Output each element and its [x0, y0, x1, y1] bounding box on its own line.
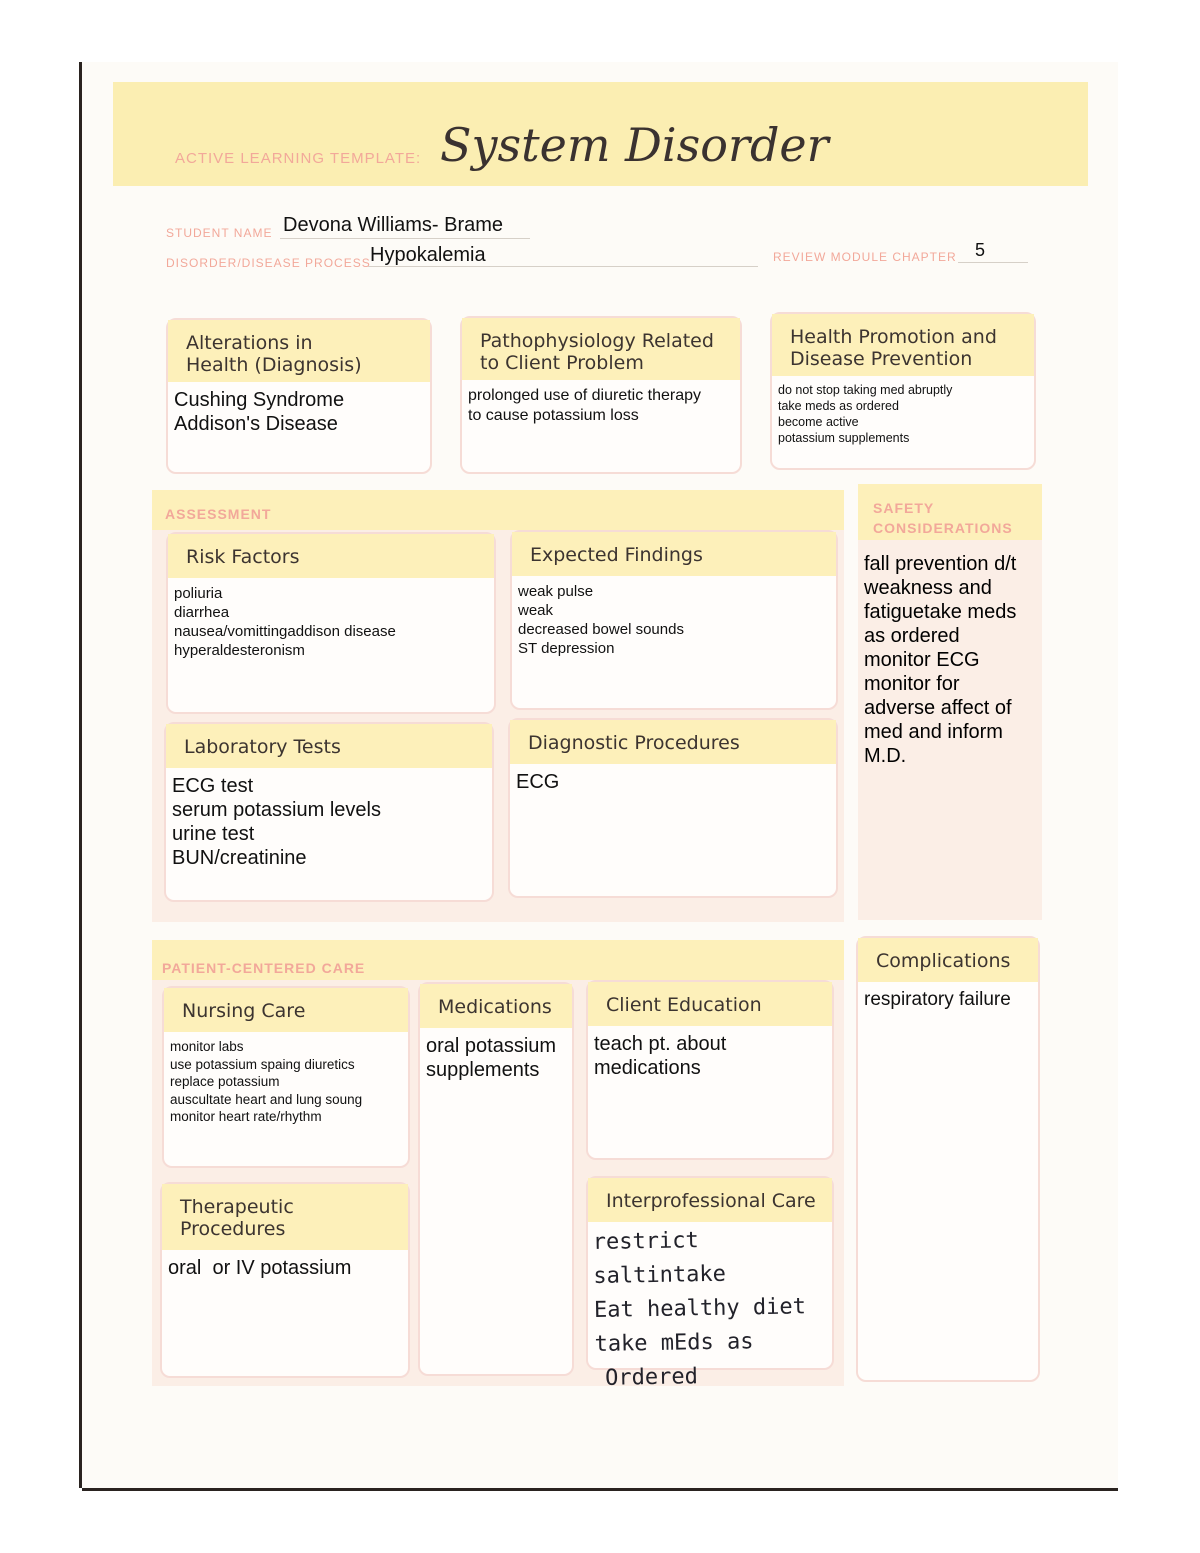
disorder-label: DISORDER/DISEASE PROCESS: [166, 256, 371, 270]
alterations-line: Addison's Disease: [174, 413, 338, 435]
health-promotion-line: do not stop taking med abruptly: [778, 383, 953, 397]
lab-tests-line: BUN/creatinine: [172, 847, 307, 869]
health-promotion-content: [772, 376, 1034, 450]
lab-tests-content: [166, 768, 492, 874]
lab-tests-line: urine test: [172, 823, 255, 845]
nursing-care-line: replace potassium: [170, 1074, 280, 1089]
pathophysiology-title-line: to Client Problem: [480, 352, 644, 374]
safety-line: M.D.: [864, 745, 907, 767]
therapeutic-procedures-card: [160, 1182, 410, 1378]
client-education-line: medications: [594, 1057, 701, 1079]
nursing-care-content: [164, 1032, 408, 1130]
diagnostic-procedures-card: [508, 718, 838, 898]
interprofessional-care-line: Ordered: [604, 1364, 699, 1391]
disorder-underline: [368, 266, 758, 267]
pathophysiology-title-line: Pathophysiology Related: [480, 330, 714, 352]
health-promotion-line: become active: [778, 415, 859, 429]
alterations-title-line: Alterations in: [186, 332, 313, 354]
nursing-care-title: Nursing Care: [164, 988, 408, 1032]
diagnostic-procedures-content: [510, 764, 836, 798]
health-promotion-line: take meds as ordered: [778, 399, 899, 413]
therapeutic-procedures-title: Therapeutic Procedures: [162, 1184, 408, 1250]
alterations-title: [168, 320, 430, 382]
client-education-card: [586, 980, 834, 1160]
diagnostic-procedures-title: Diagnostic Procedures: [510, 720, 836, 764]
lab-tests-line: ECG test: [172, 775, 254, 797]
safety-line: fatiguetake meds: [864, 601, 1017, 623]
expected-findings-title: Expected Findings: [512, 532, 836, 576]
nursing-care-card: [162, 986, 410, 1168]
risk-factors-line: nausea/vomittingaddison disease: [174, 623, 396, 640]
risk-factors-line: poliuria: [174, 585, 223, 602]
expected-findings-line: ST depression: [518, 640, 615, 657]
risk-factors-line: diarrhea: [174, 604, 230, 621]
expected-findings-line: weak: [518, 602, 554, 619]
assessment-label: ASSESSMENT: [165, 506, 272, 522]
expected-findings-card: [510, 530, 838, 710]
safety-line: adverse affect of: [864, 697, 1012, 719]
lab-tests-card: [164, 722, 494, 902]
safety-label-line: CONSIDERATIONS: [873, 520, 1013, 536]
nursing-care-line: use potassium spaing diuretics: [170, 1056, 355, 1072]
complications-card: [856, 936, 1040, 1382]
lab-tests-title: Laboratory Tests: [166, 724, 492, 768]
medications-line: oral potassium: [426, 1035, 557, 1057]
health-promotion-line: potassium supplements: [778, 431, 910, 445]
student-name-field[interactable]: Devona Williams- Brame: [283, 214, 504, 236]
safety-line: fall prevention d/t: [864, 553, 1017, 575]
template-label: ACTIVE LEARNING TEMPLATE:: [175, 150, 422, 167]
client-education-content: [588, 1026, 832, 1084]
chapter-label: REVIEW MODULE CHAPTER: [773, 250, 957, 264]
diagnostic-procedures-line: ECG: [516, 771, 560, 793]
health-promotion-card: [770, 312, 1036, 470]
client-education-title: Client Education: [588, 982, 832, 1026]
complications-content: [858, 982, 1038, 1016]
interprofessional-care-line: take mEds as: [594, 1329, 754, 1358]
disorder-field[interactable]: Hypokalemia: [370, 244, 486, 266]
page-title: System Disorder: [440, 118, 829, 172]
interprofessional-care-card: [586, 1176, 834, 1391]
lab-tests-line: serum potassium levels: [172, 799, 381, 821]
medications-card: [418, 982, 574, 1376]
medications-title: Medications: [420, 984, 572, 1028]
safety-content: [864, 552, 1016, 768]
nursing-care-line: monitor labs: [170, 1039, 244, 1054]
interprofessional-care-line: restrict saltintake: [592, 1228, 727, 1290]
nursing-care-line: monitor heart rate/rhythm: [170, 1109, 322, 1124]
expected-findings-line: decreased bowel sounds: [518, 621, 684, 638]
pathophysiology-title: [462, 318, 740, 380]
chapter-underline: [958, 262, 1028, 263]
medications-content: [420, 1028, 572, 1086]
expected-findings-line: weak pulse: [518, 583, 594, 600]
expected-findings-content: [512, 576, 836, 662]
safety-label: [873, 498, 1013, 538]
risk-factors-content: [168, 578, 494, 664]
safety-line: monitor for: [864, 673, 960, 695]
pathophysiology-content: [462, 380, 740, 430]
pathophysiology-line: to cause potassium loss: [468, 407, 639, 424]
safety-line: weakness and: [864, 577, 992, 599]
health-promotion-title-line: Disease Prevention: [790, 348, 973, 370]
interprofessional-care-content: [586, 1220, 833, 1400]
student-name-label: STUDENT NAME: [166, 226, 273, 240]
therapeutic-procedures-line: oral or IV potassium: [168, 1257, 352, 1279]
pathophysiology-card: [460, 316, 742, 474]
interprofessional-care-title: Interprofessional Care: [588, 1178, 832, 1222]
safety-line: med and inform: [864, 721, 1003, 743]
risk-factors-title: Risk Factors: [168, 534, 494, 578]
alterations-card: [166, 318, 432, 474]
health-promotion-title: [772, 314, 1034, 376]
alterations-title-line: Health (Diagnosis): [186, 354, 362, 376]
nursing-care-line: auscultate heart and lung soung: [170, 1091, 363, 1107]
complications-title: Complications: [858, 938, 1038, 982]
safety-label-line: SAFETY: [873, 500, 935, 516]
risk-factors-line: hyperaldesteronism: [174, 642, 305, 659]
patient-care-label: PATIENT-CENTERED CARE: [162, 960, 366, 976]
safety-line: as ordered: [864, 625, 960, 647]
safety-line: monitor ECG: [864, 649, 980, 671]
client-education-line: teach pt. about: [594, 1033, 727, 1055]
pathophysiology-line: prolonged use of diuretic therapy: [468, 387, 702, 404]
risk-factors-card: [166, 532, 496, 714]
alterations-content: [168, 382, 430, 440]
complications-line: respiratory failure: [864, 989, 1011, 1010]
interprofessional-care-line: Eat healthy diet: [593, 1294, 807, 1324]
alterations-line: Cushing Syndrome: [174, 389, 345, 411]
student-name-underline: [280, 238, 530, 239]
health-promotion-title-line: Health Promotion and: [790, 326, 997, 348]
therapeutic-procedures-content: [162, 1250, 408, 1284]
medications-line: supplements: [426, 1059, 540, 1081]
chapter-field[interactable]: 5: [975, 240, 986, 260]
